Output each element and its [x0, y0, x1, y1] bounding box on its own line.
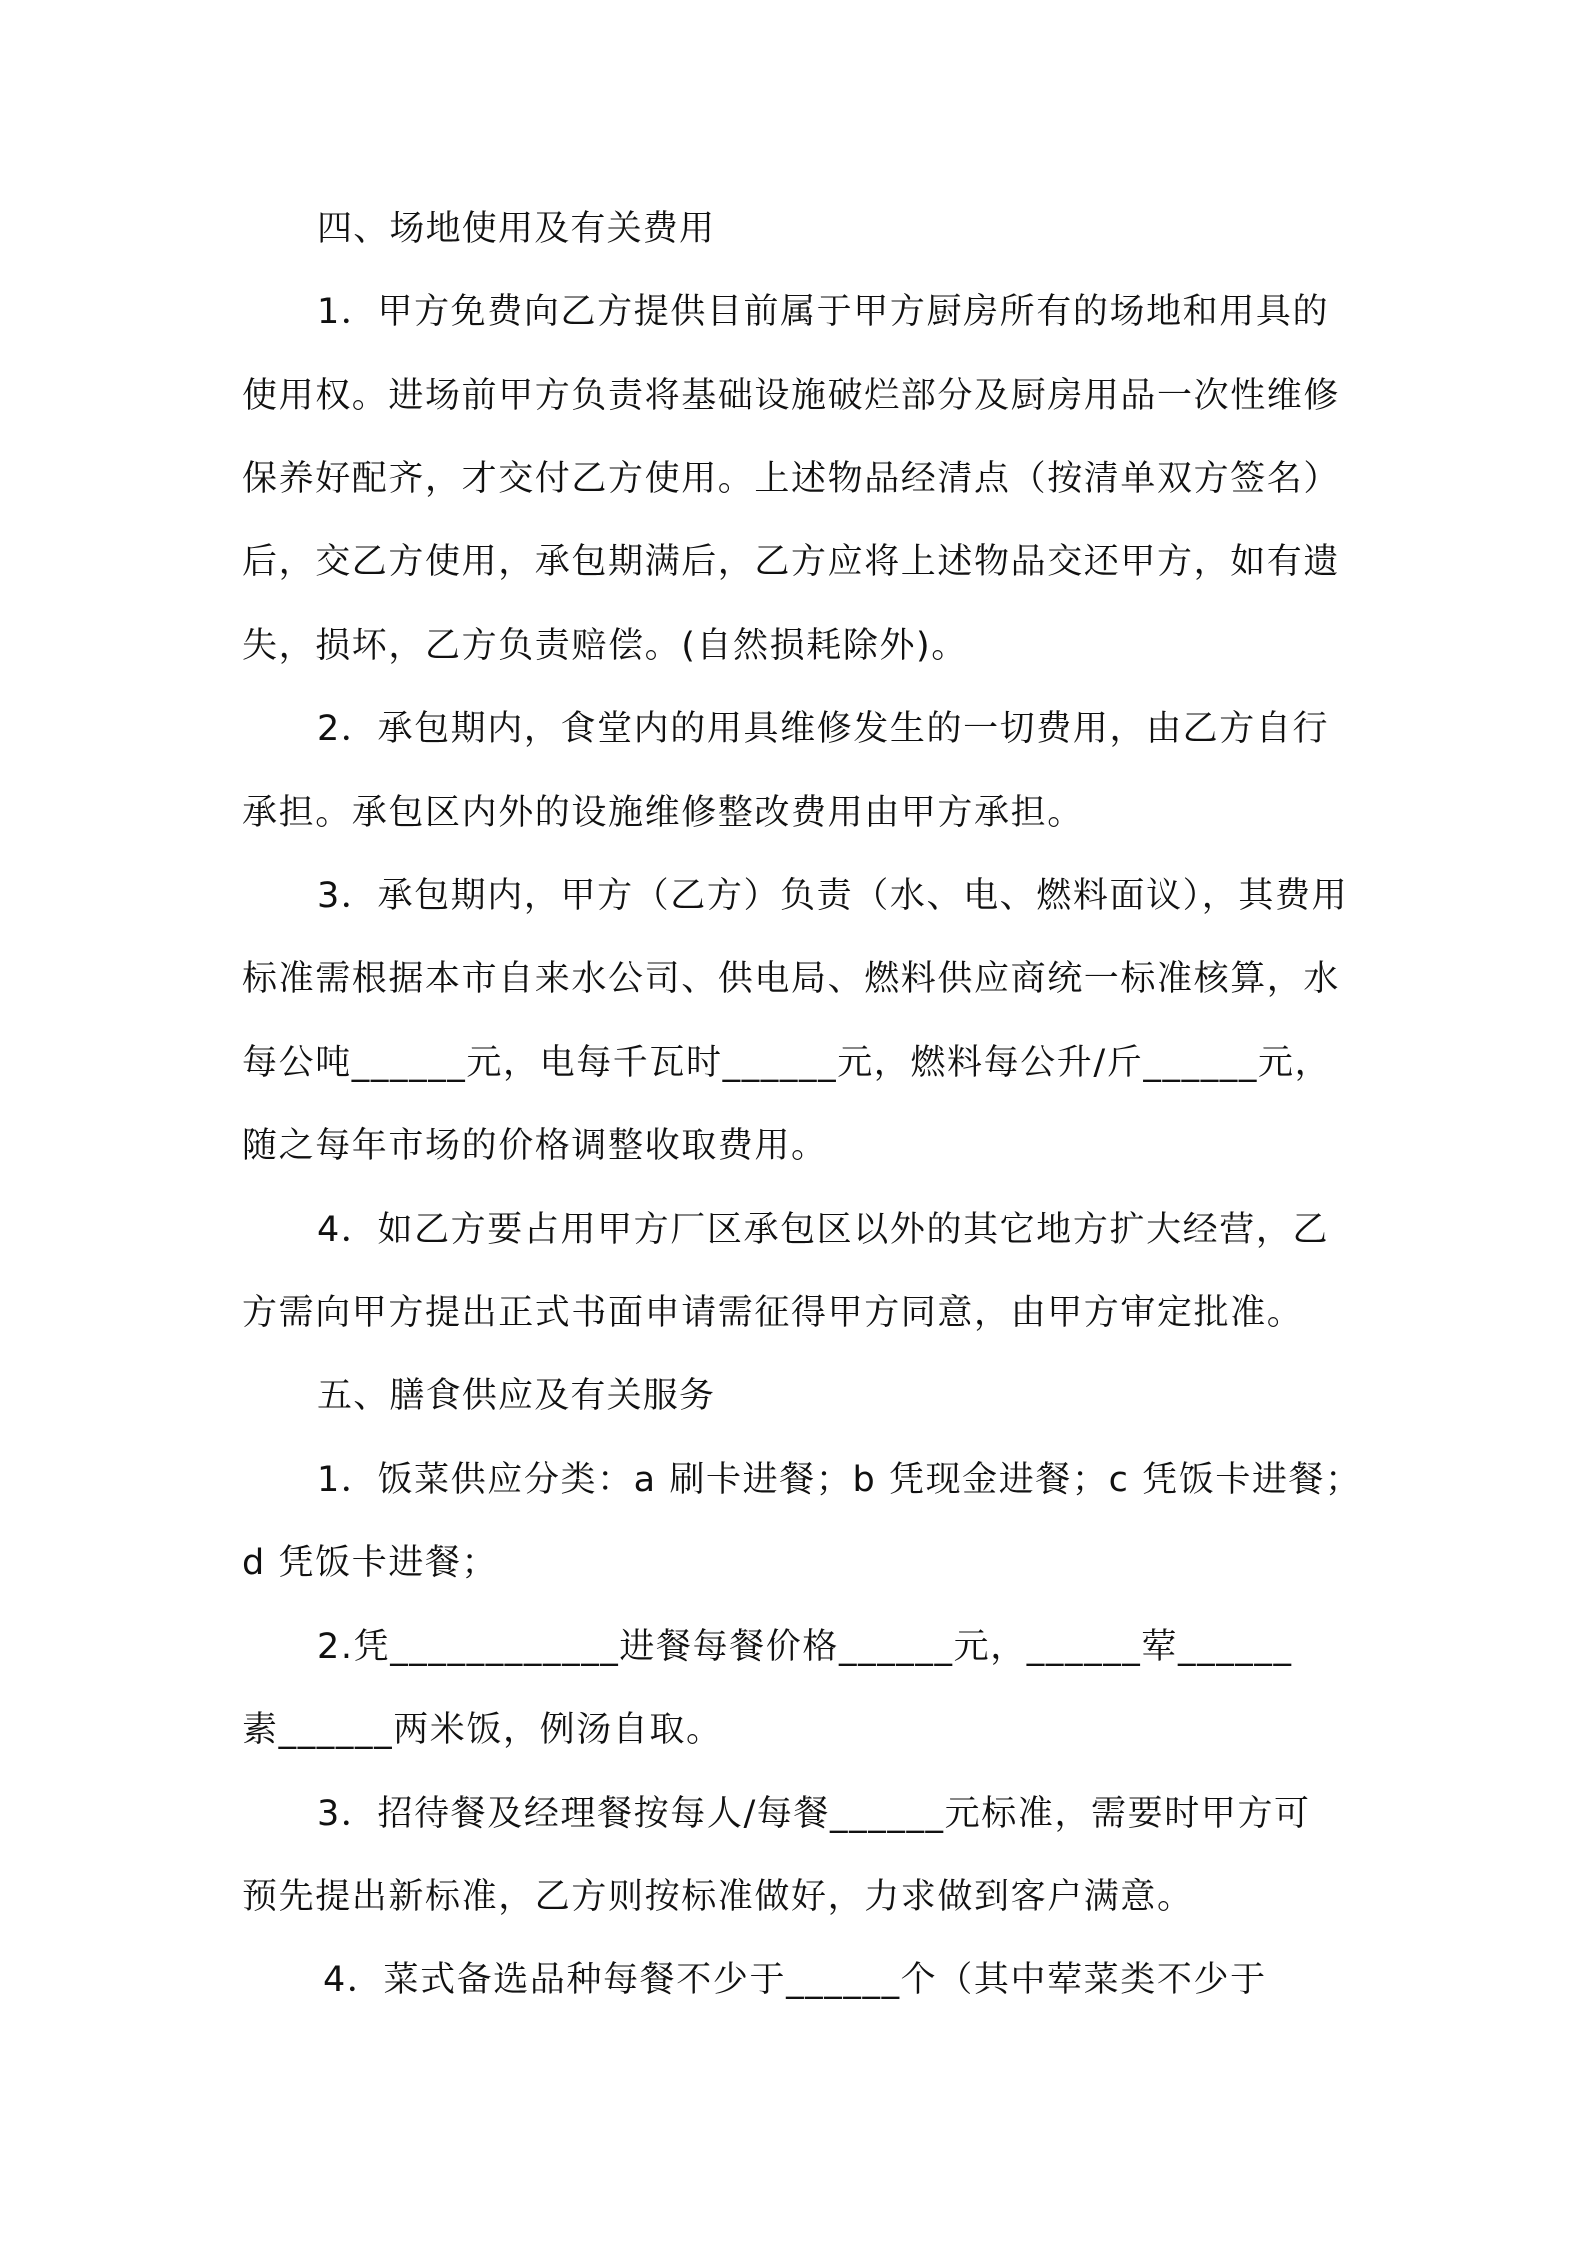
paragraph-line: 随之每年市场的价格调整收取费用。 [242, 1126, 828, 1166]
paragraph-line: 标准需根据本市自来水公司、供电局、燃料供应商统一标准核算，水 [242, 959, 1341, 999]
paragraph-line: 3．招待餐及经理餐按每人/每餐______元标准，需要时甲方可 [317, 1794, 1311, 1834]
paragraph-line: 2.凭____________进餐每餐价格______元，______荤______ [317, 1627, 1293, 1667]
paragraph-line: 失，损坏，乙方负责赔偿。(自然损耗除外)。 [242, 626, 968, 666]
paragraph-line: d 凭饭卡进餐； [242, 1543, 499, 1583]
paragraph-line: 每公吨______元，电每千瓦时______元，燃料每公升/斤______元， [242, 1043, 1332, 1083]
paragraph-line: 预先提出新标准，乙方则按标准做好，力求做到客户满意。 [242, 1877, 1194, 1917]
paragraph-line: 4．如乙方要占用甲方厂区承包区以外的其它地方扩大经营，乙 [317, 1210, 1330, 1250]
paragraph-line: 保养好配齐，才交付乙方使用。上述物品经清点（按清单双方签名） [242, 459, 1341, 499]
paragraph-line: 后，交乙方使用，承包期满后，乙方应将上述物品交还甲方，如有遗 [242, 542, 1341, 582]
section-heading-5: 五、膳食供应及有关服务 [317, 1376, 716, 1416]
paragraph-line: 承担。承包区内外的设施维修整改费用由甲方承担。 [242, 793, 1084, 833]
section-heading-4: 四、场地使用及有关费用 [317, 209, 716, 249]
paragraph-line: 方需向甲方提出正式书面申请需征得甲方同意，由甲方审定批准。 [242, 1293, 1304, 1333]
paragraph-line: 1．甲方免费向乙方提供目前属于甲方厨房所有的场地和用具的 [317, 292, 1330, 332]
paragraph-line: 素______两米饭，例汤自取。 [242, 1710, 723, 1750]
paragraph-line: 2．承包期内，食堂内的用具维修发生的一切费用，由乙方自行 [317, 709, 1330, 749]
paragraph-line: 3．承包期内，甲方（乙方）负责（水、电、燃料面议），其费用 [317, 876, 1349, 916]
paragraph-line: 4．菜式备选品种每餐不少于______个（其中荤菜类不少于 [323, 1960, 1267, 2000]
paragraph-line: 使用权。进场前甲方负责将基础设施破烂部分及厨房用品一次性维修 [242, 376, 1341, 416]
paragraph-line: 1．饭菜供应分类：a 刷卡进餐；b 凭现金进餐；c 凭饭卡进餐； [317, 1460, 1362, 1500]
